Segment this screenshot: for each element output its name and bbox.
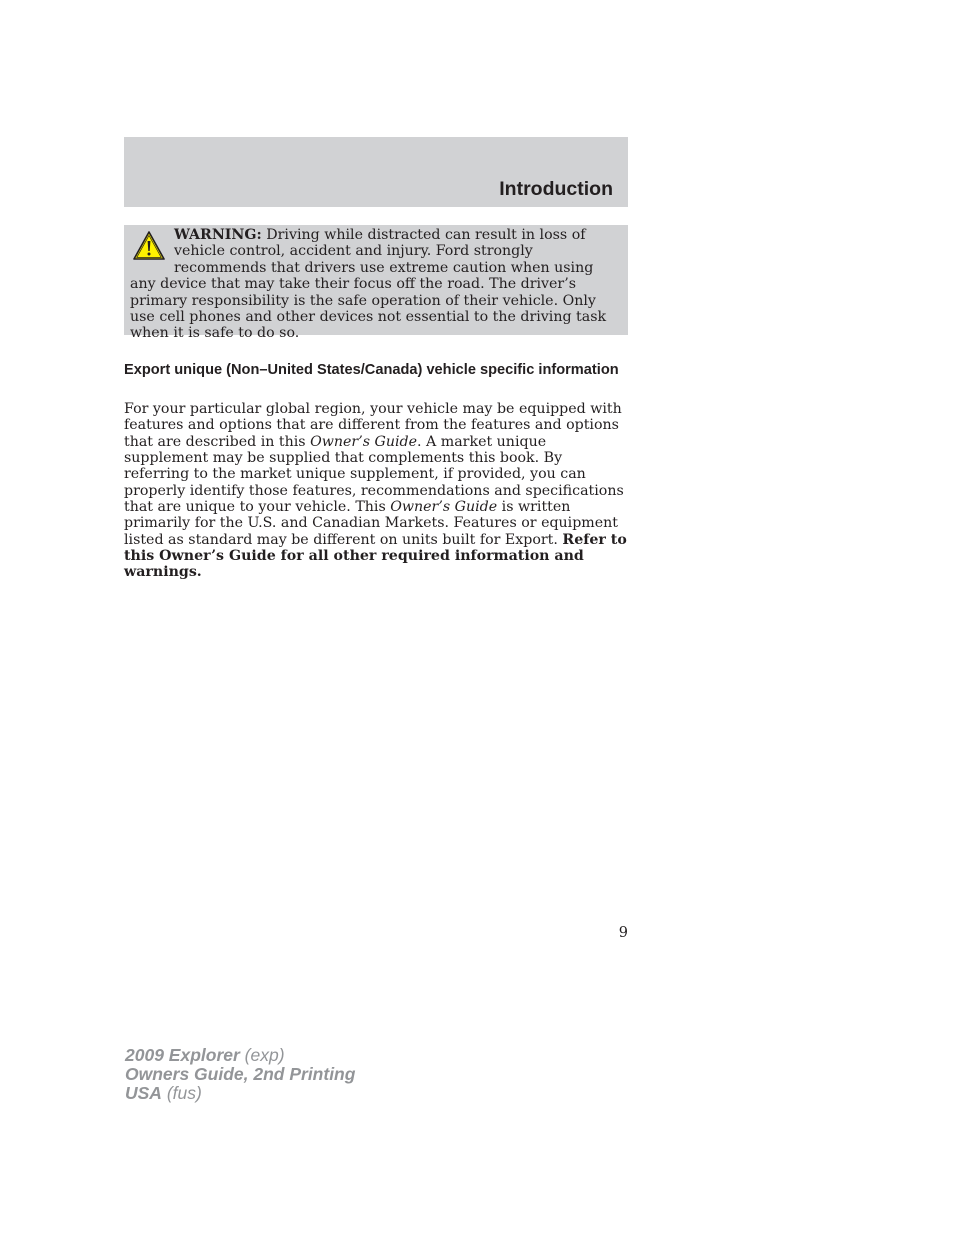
footer-printing: Owners Guide, 2nd Printing	[125, 1063, 356, 1084]
footer-market: USA	[125, 1082, 162, 1103]
footer-line-model	[125, 1046, 355, 1065]
body-paragraph	[124, 401, 630, 581]
footer-line-printing	[125, 1065, 355, 1084]
warning-text	[130, 227, 620, 342]
owners-guide-italic-1: Owner’s Guide	[310, 433, 417, 450]
warning-body: Driving while distracted can result in loss of vehicle control, accident and injury. Ford strongly recommends that drivers use extreme caution when using any device that may take their focus off the road. The driver’s primary responsibility is the safe operation of their vehicle. Only use cell phones and other devices not essential to the driving task when it is safe to do so.	[130, 227, 607, 342]
warning-box	[124, 225, 628, 342]
paragraph-text-1: For your particular global region, your vehicle may be equipped with features and options that are different from the features and options that are described in this	[124, 401, 622, 450]
owners-guide-italic-2: Owner’s Guide	[390, 499, 498, 516]
paragraph-bold-note: Refer to this Owner’s Guide for all other required information and warnings.	[124, 531, 627, 581]
page-number: 9	[618, 925, 628, 941]
warning-label: WARNING:	[174, 227, 262, 243]
footer-market-code: (fus)	[161, 1082, 202, 1103]
footer-model: 2009 Explorer	[125, 1045, 240, 1065]
section-title: Introduction	[499, 178, 613, 200]
footer-model-code: (exp)	[239, 1045, 285, 1065]
footer-line-market	[125, 1084, 355, 1103]
warning-triangle-icon	[132, 230, 166, 262]
document-footer	[125, 1046, 355, 1102]
section-header-band	[124, 137, 628, 207]
paragraph-text-2: . A market unique supplement may be supplied that complements this book. By referring to the market unique supplement, if provided, you can properly identify those features, recommendations and specifications that are unique to your vehicle. This	[124, 433, 624, 516]
paragraph-text-3: is written primarily for the U.S. and Canadian Markets. Features or equipment listed as standard may be different on units built for Export.	[124, 499, 618, 548]
section-heading: Export unique (Non–United States/Canada) vehicle specific information	[124, 362, 619, 378]
